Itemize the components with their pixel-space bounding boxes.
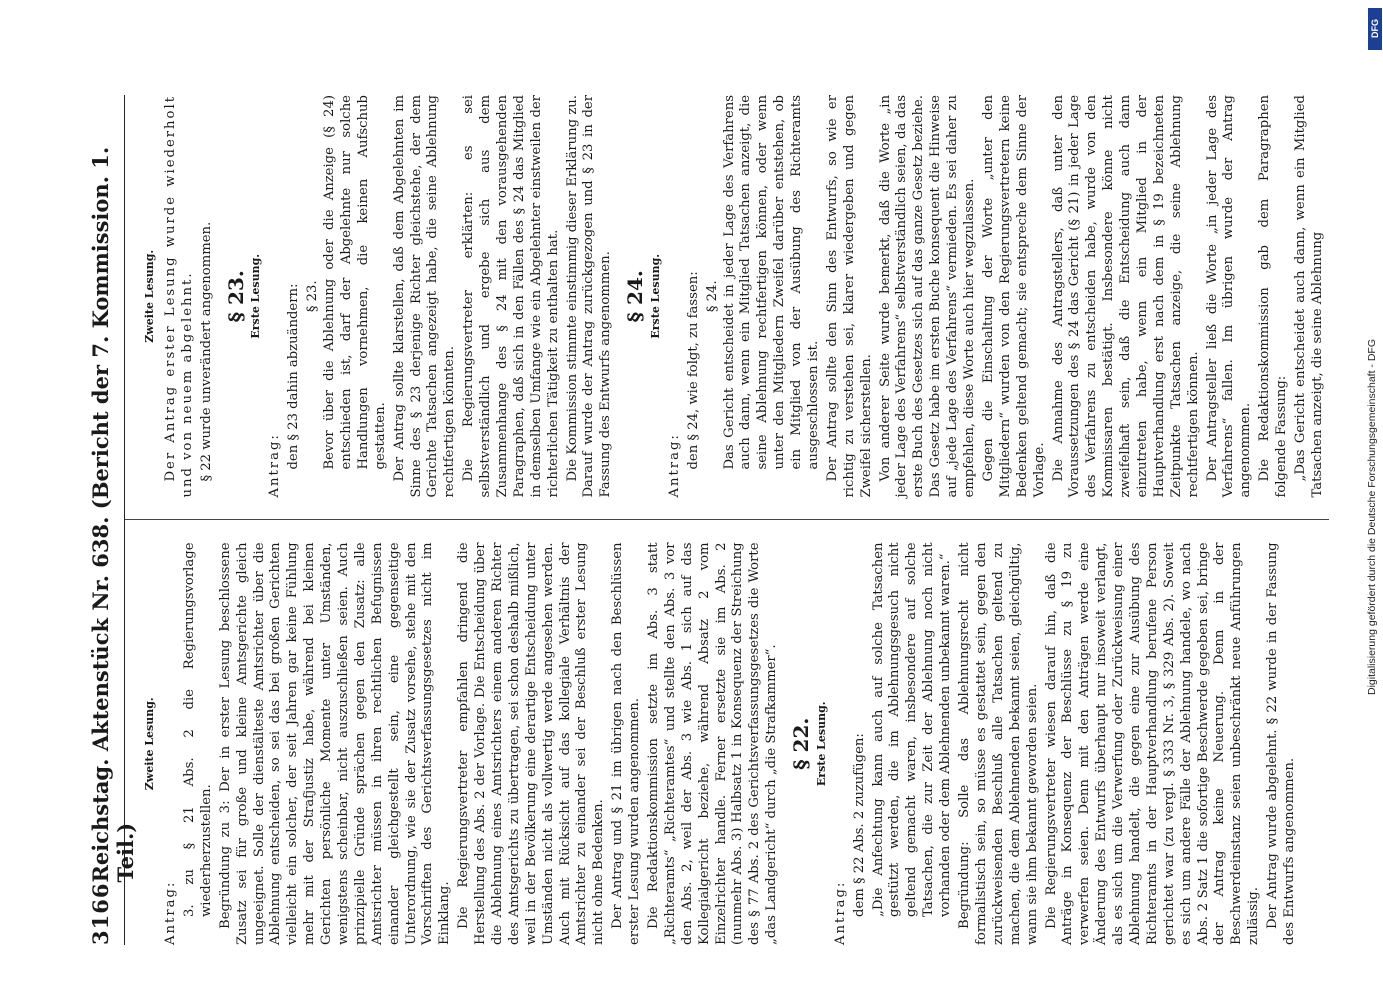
right-quote: Bevor über die Ablehnung oder die Anzeige (§ 24) entschieden ist, darf der Abgelehnte nur solche Handlungen vornehmen, die keinen Aufschub gestatten.: [322, 95, 388, 470]
right-column: [139, 95, 1329, 498]
left-antrag-text: 3. zu § 21 Abs. 2 die Regierungsvorlage wiederherzustellen.: [181, 542, 214, 917]
right-antrag2-label: Antrag:: [666, 433, 682, 498]
left-paragraph: Begründung zu 3: Der in erster Lesung beschlossene Zusatz sei für große und kleine Amtsgerichte gleich ungeeignet. Solle der dienstälteste Amtsrichter über die Ablehnung entscheiden, so sei das bei großen Gerichten vielleicht ein solcher, der seit Jahren gar keine Fühlung mehr mit der Strafjustiz habe, während bei kleinen Gerichten persönliche Momente unter Umständen, wenigstens scheinbar, nicht auszuschließen seien. Auch prinzipielle Gründe sprächen gegen den Zusatz: alle Amtsrichter müssen in ihren rechtlichen Befugnissen einander gleichgestellt sein, eine gegenseitige Unterordnung, wie sie der Zusatz vorsehe, stehe mit den Vorschriften des Gerichtsverfassungsgesetzes nicht im Einklang.: [217, 542, 453, 945]
digitization-note: Digitalisierung gefördert durch die Deutsche Forschungsgemeinschaft - DFG: [1366, 338, 1378, 695]
right-paragraph: Die Redaktionskommission gab dem Paragraphen folgende Fassung:: [1257, 95, 1290, 498]
left-paragraph: Die Regierungsvertreter wiesen darauf hin, daß die Anträge in Konsequenz der Beschlüsse zu § 19 zu verwerfen seien. Denn mit den Anträgen werde eine Änderung des Entwurfs überhaupt nur insoweit verlangt, als es sich um die Verwerfung oder Zurückweisung einer Ablehnung handelt, die gegen eine zur Ausübung des Richteramts in der Hauptverhandlung berufene Person gerichtet war (zu vergl. § 333 Nr. 3, § 329 Abs. 2). Soweit es sich um andere Fälle der Ablehnung handele, wo nach Abs. 2 Satz 1 die sofortige Beschwerde gegeben sei, bringe der Antrag keine Neuerung. Denn in der Beschwerdeinstanz seien unbeschränkt neue Anführungen zulässig.: [1043, 542, 1262, 945]
left-antrag-label: Antrag:: [163, 880, 179, 945]
right-paragraph: Gegen die Einschaltung der Worte „unter den Mitgliedern“ wurden von den Regierungsvertretern keine Bedenken geltend gemacht; sie entspreche dem Sinne der Vorlage.: [980, 95, 1047, 498]
columns: [139, 95, 1329, 945]
section-23-subheading: Erste Lesung.: [249, 253, 263, 339]
right-paragraph: Die Regierungsvertreter erklärten: es sei selbstverständlich und ergebe sich aus dem Zusammenhange des § 24 mit den vorausgehenden Paragraphen, daß sich in den Fällen des § 24 das Mitglied in demselben Umfange wie ein Abgelehnter einstweilen der richterlichen Tätigkeit zu enthalten hat.: [461, 95, 561, 498]
section-24-subheading: Erste Lesung.: [648, 253, 662, 339]
right-paragraph: Die Annahme des Antragstellers, daß unter den Voraussetzungen des § 24 das Gericht (§ 21) in jeder Lage des Verfahrens zu entscheiden habe, wurde von den Kommissaren bestätigt. Insbesondere könne nicht zweifelhaft sein, daß die Entscheidung auch dann einzutreten habe, wenn ein Mitglied in der Hauptverhandlung erst nach dem in § 19 bezeichneten Zeitpunkte Tatsachen anzeige, die seine Ablehnung rechtfertigen können.: [1050, 95, 1201, 498]
left-paragraph: Der Antrag wurde abgelehnt. § 22 wurde in der Fassung des Entwurfs angenommen.: [1265, 542, 1297, 945]
right-antrag-text: den § 23 dahin abzuändern:: [286, 283, 302, 470]
page-number: 3166: [88, 882, 113, 945]
section-24-heading: § 24.: [623, 270, 648, 323]
right-antrag2-text: den § 24, wie folgt, zu fassen:: [685, 271, 701, 470]
left-paragraph: Die Regierungsvertreter empfahlen dringend die Herstellung des Abs. 2 der Vorlage. Die Entscheidung über die Ablehnung eines Amtsrichters einem anderen Richter des Amtsgerichts zu übertragen, sei schon deshalb mißlich, weil in der Bevölkerung eine derartige Entscheidung unter Umständen nicht als vollwertig werde angesehen werden. Auch mit Rücksicht auf das kollegiale Verhältnis der Amtsrichter zu einander sei der Beschluß erster Lesung nicht ohne Bedenken.: [456, 542, 607, 945]
document-page: [88, 95, 1348, 945]
page-title: Reichstag. Aktenstück Nr. 638. (Bericht der 7. Kommission. 1. Teil.): [88, 146, 138, 883]
left-paragraph: Der Antrag und § 21 im übrigen nach den Beschlüssen erster Lesung wurden angenommen.: [610, 542, 643, 945]
right-antrag-section-num: § 23.: [305, 280, 321, 313]
section-22-subheading: Erste Lesung.: [814, 701, 828, 787]
left-antrag2-text: dem § 22 Abs. 2 zuzufügen:: [851, 733, 867, 917]
left-paragraph: Begründung: Solle das Ablehnungsrecht nicht formalistisch sein, so müsse es gestattet sein, gegen den zurückweisenden Beschluß alle Tatsachen geltend zu machen, die dem Ablehnenden bekannt seien, gleichgültig, wann sie ihm bekannt geworden seien.: [957, 542, 1040, 945]
right-paragraph: Der Antragsteller ließ die Worte „in jeder Lage des Verfahrens“ fallen. Im übrigen wurde der Antrag angenommen.: [1204, 95, 1254, 498]
section-22-heading: § 22.: [789, 717, 814, 770]
column-divider: [125, 520, 1329, 521]
right-antrag-label: Antrag:: [267, 433, 283, 498]
left-column: [139, 542, 1329, 945]
left-heading: Zweite Lesung.: [143, 697, 156, 791]
right-paragraph: Der Antrag erster Lesung wurde wiederholt und von neuem abgelehnt.: [163, 95, 195, 498]
left-paragraph: Die Redaktionskommission setzte im Abs. 3 statt „Richteramts“ „Richteramtes“ und stellte den Abs. 3 vor den Abs. 2, weil der Abs. 3 wie Abs. 1 sich auf das Kollegialgericht beziehe, während Absatz 2 vom Einzelrichter handle. Ferner ersetzte sie im Abs. 2 (nunmehr Abs. 3) Halbsatz 1 in Konsequenz der Streichung des § 77 Abs. 2 des Gerichtsverfassungsgesetzes die Worte „das Landgericht“ durch „die Strafkammer“.: [646, 542, 780, 945]
right-paragraph: Der Antrag sollte klarstellen, daß dem Abgelehnten im Sinne des § 23 derjenige Richter gleichstehe, der dem Gerichte Tatsachen angezeigt habe, die seine Ablehnung rechtfertigen könnten.: [391, 95, 458, 498]
right-paragraph: Die Kommission stimmte einstimmig dieser Erklärung zu. Darauf wurde der Antrag zurückgezogen und § 23 in der Fassung des Entwurfs angenommen.: [564, 95, 614, 498]
left-quote: „Die Anfechtung kann auch auf solche Tatsachen gestützt werden, die im Ablehnungsgesuch nicht geltend gemacht waren, insbesondere auf solche Tatsachen, die zur Zeit der Ablehnung noch nicht vorhanden oder dem Ablehnenden unbekannt waren.“: [870, 542, 954, 917]
right-quote: Das Gericht entscheidet in jeder Lage des Verfahrens auch dann, wenn ein Mitglied Tatsachen anzeigt, die seine Ablehnung rechtfertigen können, oder wenn unter den Mitgliedern Zweifel darüber entstehen, ob ein Mitglied von der Ausübung des Richteramts ausgeschlossen ist.: [721, 95, 822, 470]
page-header: [88, 95, 138, 945]
right-paragraph: Von anderer Seite wurde bemerkt, daß die Worte „in jeder Lage des Verfahrens“ selbstverständlich seien, da das erste Buch des Gesetzes sich auf das ganze Gesetz beziehe. Das Gesetz habe im ersten Buche konsequent die Hinweise auf „jede Lage des Verfahrens“ vermieden. Es sei daher zu empfehlen, diese Worte auch hier wegzulassen.: [877, 95, 978, 498]
dfg-logo: DFG: [1368, 8, 1382, 50]
section-23-heading: § 23.: [223, 270, 248, 323]
right-paragraph: Der Antrag sollte den Sinn des Entwurfs, so wie er richtig zu verstehen sei, klarer wiedergeben und gegen Zweifel sicherstellen.: [824, 95, 874, 498]
left-antrag2-label: Antrag:: [832, 880, 848, 945]
right-paragraph: § 22 wurde unverändert angenommen.: [198, 221, 214, 482]
right-paragraph: „Das Gericht entscheidet auch dann, wenn ein Mitglied Tatsachen anzeigt, die seine Ablehnung: [1292, 95, 1325, 498]
right-heading: Zweite Lesung.: [143, 249, 156, 343]
right-antrag2-section-num: § 24.: [704, 280, 720, 313]
